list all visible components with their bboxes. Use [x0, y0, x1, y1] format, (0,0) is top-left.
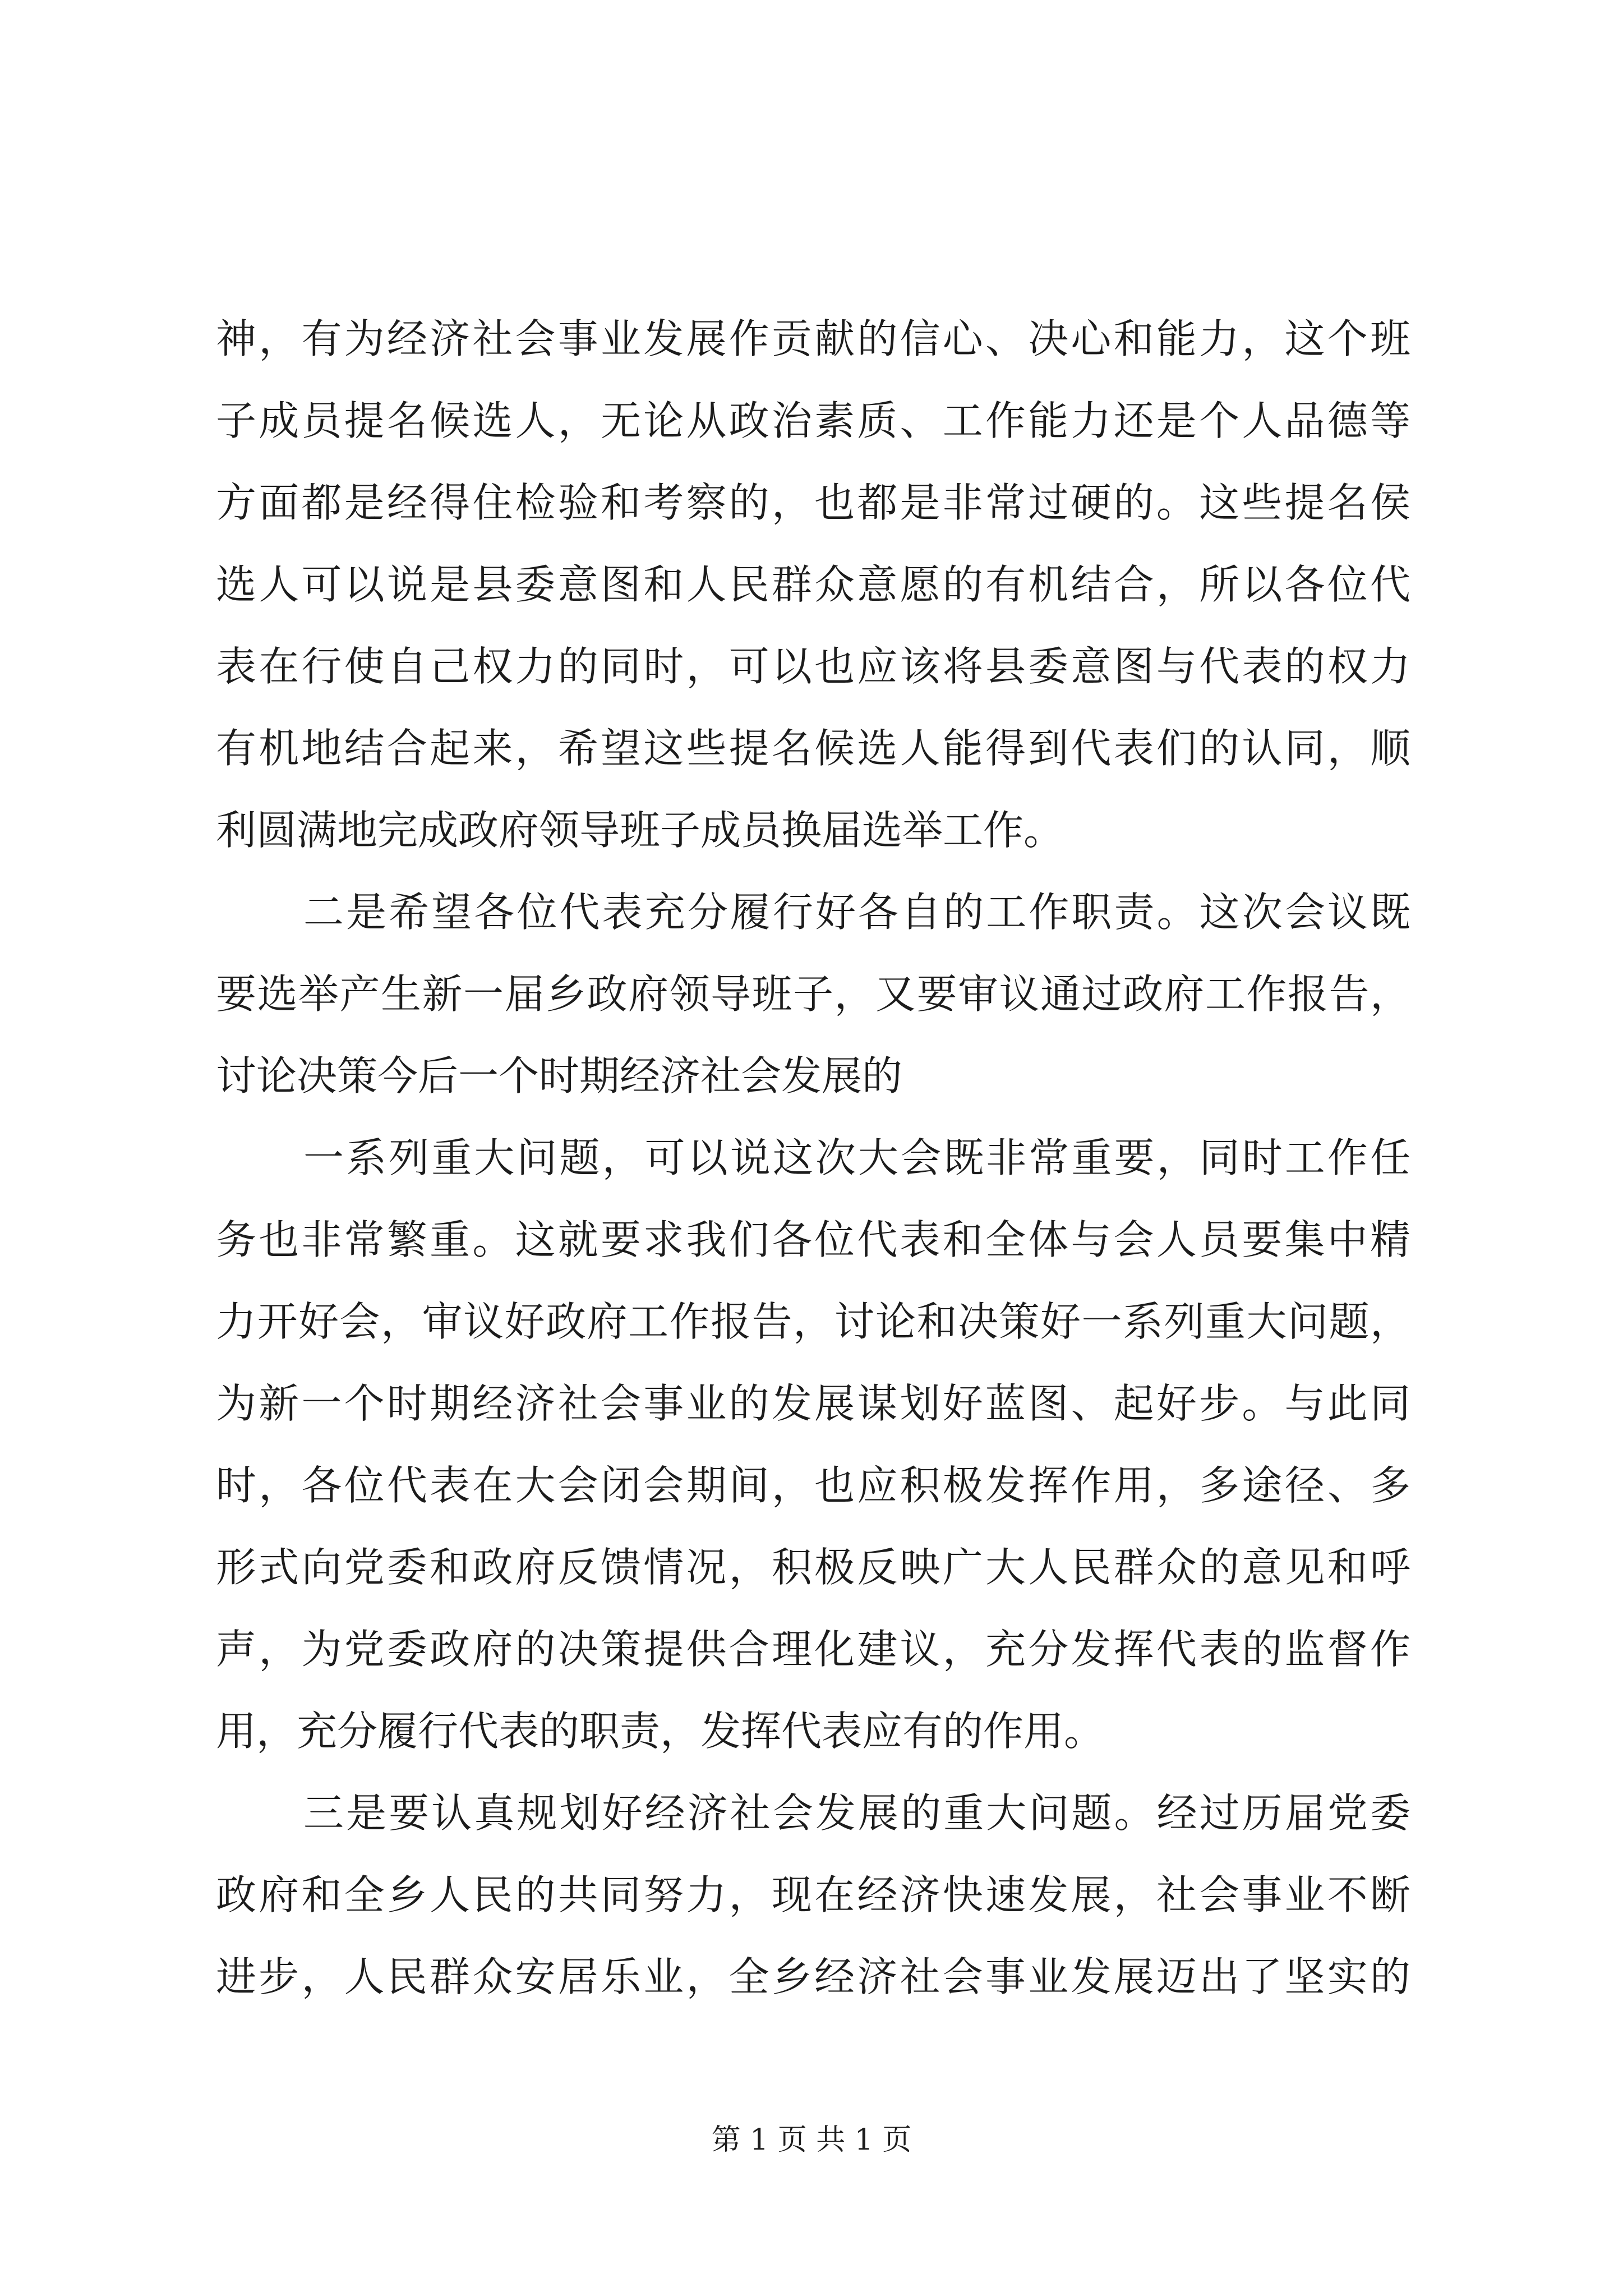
paragraph-line: 一系列重大问题，可以说这次大会既非常重要，同时工作任 [303, 1134, 1410, 1181]
paragraph-line: 进步，人民群众安居乐业，全乡经济社会事业发展迈出了坚实的 [216, 1953, 1410, 2000]
paragraph-line: 有机地结合起来，希望这些提名候选人能得到代表们的认同，顺 [216, 725, 1410, 772]
document-body [216, 298, 1410, 2018]
paragraph-line: 表在行使自己权力的同时，可以也应该将县委意图与代表的权力 [216, 643, 1410, 690]
paragraph-line: 形式向党委和政府反馈情况，积极反映广大人民群众的意见和呼 [216, 1544, 1410, 1591]
paragraph-line: 声，为党委政府的决策提供合理化建议，充分发挥代表的监督作 [216, 1626, 1410, 1673]
paragraph-line: 三是要认真规划好经济社会发展的重大问题。经过历届党委 [303, 1789, 1410, 1837]
paragraph-line: 务也非常繁重。这就要求我们各位代表和全体与会人员要集中精 [216, 1216, 1410, 1263]
page-footer: 第 1 页 共 1 页 [711, 2123, 912, 2157]
paragraph-line: 利圆满地完成政府领导班子成员换届选举工作。 [216, 807, 1064, 854]
paragraph-line: 二是希望各位代表充分履行好各自的工作职责。这次会议既 [303, 889, 1410, 936]
paragraph-line: 力开好会，审议好政府工作报告，讨论和决策好一系列重大问题， [216, 1298, 1410, 1345]
paragraph-line: 子成员提名候选人，无论从政治素质、工作能力还是个人品德等 [216, 397, 1410, 444]
paragraph-line: 政府和全乡人民的共同努力，现在经济快速发展，社会事业不断 [216, 1871, 1410, 1918]
paragraph-line: 方面都是经得住检验和考察的，也都是非常过硬的。这些提名侯 [216, 479, 1410, 526]
paragraph-line: 时，各位代表在大会闭会期间，也应积极发挥作用，多途径、多 [216, 1462, 1410, 1509]
paragraph-line: 选人可以说是县委意图和人民群众意愿的有机结合，所以各位代 [216, 561, 1410, 608]
paragraph-line: 要选举产生新一届乡政府领导班子，又要审议通过政府工作报告， [216, 970, 1410, 1018]
paragraph-line: 讨论决策今后一个时期经济社会发展的 [216, 1052, 903, 1099]
paragraph-line: 为新一个时期经济社会事业的发展谋划好蓝图、起好步。与此同 [216, 1380, 1410, 1427]
paragraph-line: 神，有为经济社会事业发展作贡献的信心、决心和能力，这个班 [216, 315, 1410, 362]
paragraph-line: 用，充分履行代表的职责，发挥代表应有的作用。 [216, 1708, 1105, 1755]
